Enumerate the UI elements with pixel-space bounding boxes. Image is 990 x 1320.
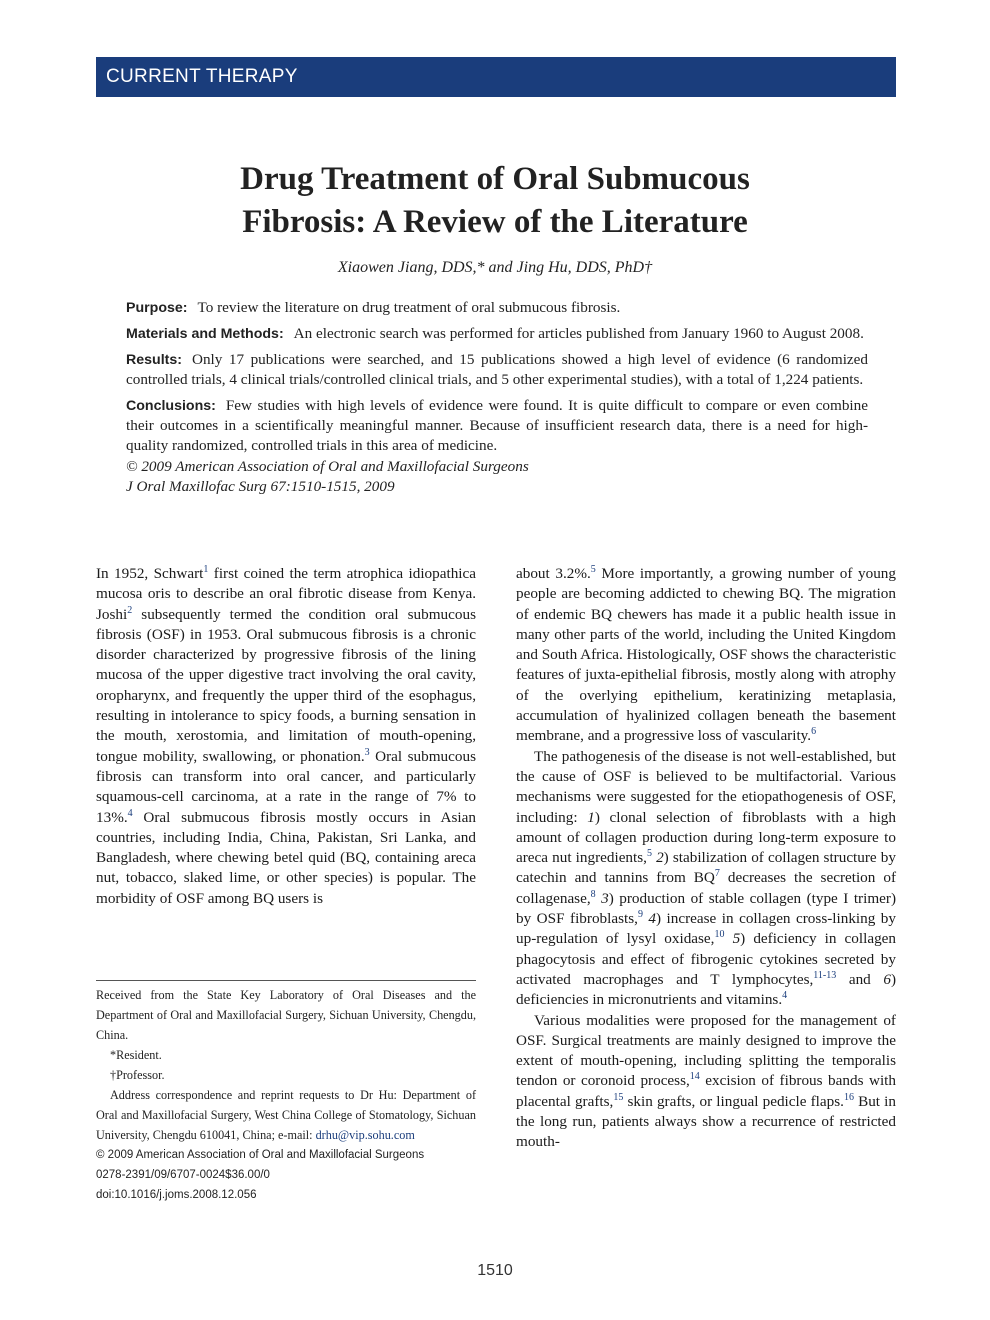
epidemiology-paragraph [516,564,896,747]
reference-marker: 5 [646,848,652,860]
article-title [100,158,890,244]
list-enumerator: 5 [732,930,741,948]
pathogenesis-paragraph [516,747,896,1011]
results-label: Results: [126,351,182,368]
abstract-conclusions [126,396,868,457]
title-line-1: Drug Treatment of Oral Submucous [240,161,750,197]
reference-marker: 8 [590,888,596,900]
body-column-left [96,564,476,909]
text-run: skin grafts, or lingual pedicle flaps. [623,1092,844,1110]
text-run: Oral submucous fibrosis can transform into oral cancer, and particularly squamous-cell carcinoma, at a rate in the range of 7% to 13%. [96,747,476,826]
list-enumerator: 6 [883,970,891,988]
text-run: ) clonal selection of fibroblasts with a high amount of collagen production during long-term exposure to areca nut ingredients, [516,808,896,867]
text-run [724,930,732,947]
footnote-address [96,1085,476,1145]
methods-text: An electronic search was performed for articles published from January 1960 to August 2008. [293,324,864,342]
abstract-purpose [126,298,868,318]
reference-marker: 2 [127,604,133,616]
footnote-professor: †Professor. [110,1068,165,1082]
reference-marker: 6 [811,726,817,738]
text-run: decreases the secretion of collagenase, [516,869,896,907]
reference-marker: 14 [689,1071,700,1083]
footnote-divider [96,980,476,981]
text-run: and [836,970,884,988]
text-run: ) production of stable collagen (type I trimer) by OSF fibroblasts, [516,889,896,928]
purpose-label: Purpose: [126,300,188,316]
reference-marker: 3 [364,746,370,758]
text-run: ) deficiency in collagen phagocytosis and effect of fibrogenic cytokines secreted by activated macrophages and T lymphocytes, [516,930,897,988]
reference-marker: 7 [714,868,720,880]
reference-marker: 15 [613,1091,624,1103]
list-enumerator: 4 [648,910,657,928]
conclusions-label: Conclusions: [126,397,216,414]
text-run: ) stabilization of collagen structure by catechin and tannins from BQ [516,849,896,887]
reference-marker: 4 [127,807,133,819]
journal-citation: J Oral Maxillofac Surg 67:1510-1515, 2009 [126,477,395,495]
results-text: Only 17 publications were searched, and 15 publications showed a high level of evidence (6 randomized controlled trials, 4 clinical trials/controlled clinical trials, and 5 other experimental studies), with a total of 1,224 patients. [126,350,868,388]
text-run: about 3.2%. [516,565,591,582]
footnotes [96,985,476,1205]
text-run: Various modalities were proposed for the management of OSF. Surgical treatments are mainly designed to improve the extent of mouth-opening, including splitting the temporalis tendon or coronoid process, [516,1011,896,1090]
title-line-2: Fibrosis: A Review of the Literature [242,204,748,240]
section-label: CURRENT THERAPY [106,66,298,87]
methods-label: Materials and Methods: [126,325,284,342]
reference-marker: 16 [843,1091,854,1103]
abstract-methods [126,324,868,344]
section-banner [96,57,896,97]
author-list: Xiaowen Jiang, DDS,* and Jing Hu, DDS, PhD† [337,259,653,276]
page-number: 1510 [477,1262,513,1279]
list-enumerator: 3 [601,889,609,907]
body-column-right [516,564,896,1153]
reference-marker: 10 [714,929,725,941]
text-run: In 1952, Schwart [96,565,204,582]
list-enumerator: 1 [587,808,595,826]
abstract-results [126,350,868,391]
abstract [126,298,868,497]
intro-paragraph [96,564,476,909]
footnote-received: Received from the State Key Laboratory of Oral Diseases and the Department of Oral and Maxillofacial Surgery, Sichuan University, Chengdu, China. [96,988,476,1042]
list-enumerator: 2 [656,849,664,867]
abstract-copyright: © 2009 American Association of Oral and Maxillofacial Surgeons [126,457,529,475]
text-run: More importantly, a growing number of young people are becoming addicted to chewing BQ. The migration of endemic BQ chewers has made it a public health issue in many other parts of the world, including the United Kingdom and South Africa. Histologically, OSF shows the characteristic features of juxta-epithelial fibrosis, mostly along with atrophy of the overlying epithelium, keratinizing metaplasia, accumulation of hyalinized collagen beneath the basement membrane, and a progressive loss of vascularity. [516,565,896,745]
text-run: ) increase in collagen cross-linking by up-regulation of lysyl oxidase, [516,910,896,948]
text-run: ) deficiencies in micronutrients and vitamins. [516,970,896,1009]
text-run: The pathogenesis of the disease is not well-established, but the cause of OSF is believed to be multifactorial. Various mechanisms were suggested for the etiopathogenesis of OSF, including: [516,747,896,826]
reference-marker: 9 [637,908,643,920]
text-run: first coined the term atrophica idiopathica mucosa oris to describe an oral fibrotic disease from Kenya. Joshi [96,565,477,623]
footnote-issn: 0278-2391/09/6707-0024$36.00/0 [96,1169,270,1181]
reference-marker: 1 [203,563,209,575]
text-run: But in the long run, patients always show a recurrence of restricted mouth- [516,1092,896,1151]
footnote-doi: doi:10.1016/j.joms.2008.12.056 [96,1189,257,1201]
reference-marker: 5 [590,563,596,575]
reference-marker: 11-13 [813,969,837,981]
reference-marker: 4 [782,990,788,1002]
email-link[interactable]: drhu@vip.sohu.com [315,1128,415,1142]
text-run: excision of fibrous bands with placental grafts, [516,1072,896,1110]
management-paragraph [516,1011,896,1153]
footnote-copyright: © 2009 American Association of Oral and Maxillofacial Surgeons [96,1149,425,1161]
address-text: Address correspondence and reprint requests to Dr Hu: Department of Oral and Maxillofacial Surgery, West China College of Stomatology, Sichuan University, Chengdu 610041, China; e-mail: [96,1088,476,1142]
text-run: Oral submucous fibrosis mostly occurs in Asian countries, including India, China, Pakistan, Sri Lanka, and Bangladesh, where chewing betel quid (BQ, containing areca nut, tobacco, slaked lime, or other species) is popular. The morbidity of OSF among BQ users is [96,808,476,907]
text-run: subsequently termed the condition oral submucous fibrosis (OSF) in 1953. Oral submucous fibrosis is a chronic disorder characterized by progressive fibrosis of the lining mucosa of the upper digestive tract involving the oral cavity, oropharynx, and frequently the upper third of the esophagus, resulting in intolerance to spicy foods, a burning sensation in the mouth, xerostomia, and limitation of mouth-opening, tongue mobility, swallowing, or phonation. [96,605,476,765]
footnote-resident: *Resident. [110,1048,162,1062]
conclusions-text: Few studies with high levels of evidence were found. It is quite difficult to compare or even combine their outcomes in a scientifically meaningful manner. Because of insufficient research data, there is a need for high-quality randomized, controlled trials in this area of medicine. [126,396,868,455]
purpose-text: To review the literature on drug treatment of oral submucous fibrosis. [197,299,621,316]
